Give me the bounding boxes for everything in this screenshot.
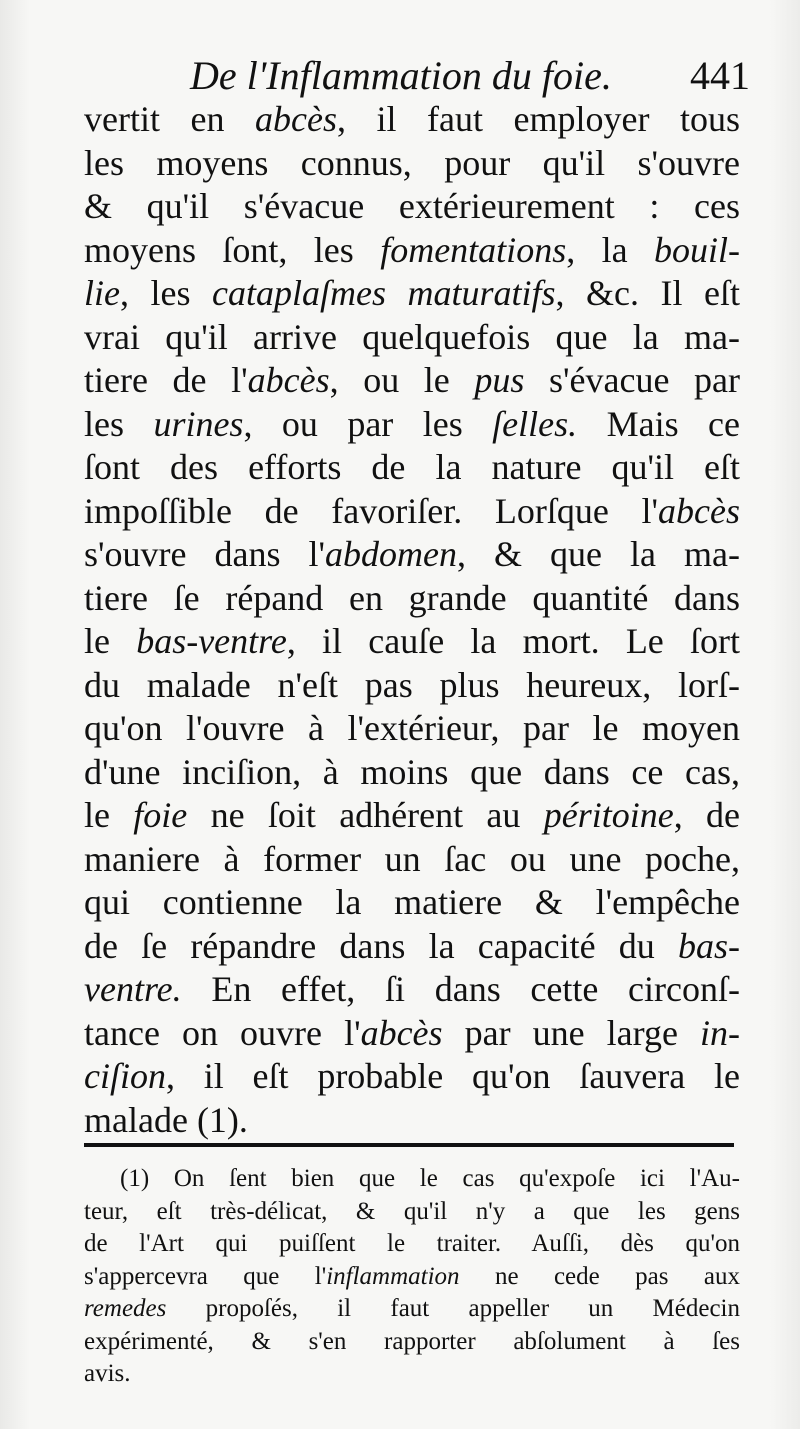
body-line	[84, 272, 740, 316]
footnote-text: (1) On ſent bien que le cas qu'expoſe ici l'Au-	[120, 1165, 740, 1192]
body-italic-text: bas-	[678, 925, 740, 966]
body-italic-text: lie	[84, 273, 120, 313]
footnote-text: expérimenté, & s'en rapporter abſolument à ſes	[84, 1327, 740, 1355]
body-line	[84, 403, 740, 447]
body-text: qu'on l'ouvre à l'extérieur, par le moyen	[84, 708, 740, 748]
body-line	[84, 925, 740, 969]
body-line	[84, 98, 740, 142]
body-text: maniere à former un ſac ou une poche,	[84, 838, 740, 879]
body-line	[84, 533, 740, 577]
body-text: , il eſt probable qu'on ſauvera le	[165, 1056, 740, 1096]
body-text: , la	[566, 229, 654, 270]
body-line	[84, 751, 740, 795]
body-text: , il faut employer tous	[336, 99, 740, 139]
body-line	[84, 838, 740, 882]
footnote-text: ne cede pas aux	[459, 1262, 740, 1290]
body-text: , & que la ma-	[456, 534, 740, 574]
body-italic-text: abcès	[360, 1012, 443, 1053]
body-text: ſont des efforts de la nature qu'il eſt	[84, 447, 740, 487]
body-italic-text: pus	[474, 360, 525, 400]
body-text: vrai qu'il arrive quelquefois que la ma-	[84, 316, 740, 357]
body-text: tiere de l'	[84, 360, 248, 400]
body-italic-text: abcès	[658, 490, 740, 531]
body-italic-text: bas-ventre	[136, 621, 287, 661]
body-text: En effet, ſi dans cette circonſ-	[181, 969, 740, 1009]
footnote-line	[84, 1196, 740, 1229]
body-text: d'une inciſion, à moins que dans ce cas,	[84, 751, 740, 792]
footnote-line	[84, 1293, 740, 1326]
body-italic-text: foie	[133, 795, 188, 835]
body-text: le	[84, 795, 134, 835]
body-text: moyens ſont, les	[84, 229, 381, 270]
footnote-text: teur, eſt très-délicat, & qu'il n'y a que les gens	[84, 1197, 740, 1225]
body-text: le	[84, 621, 137, 661]
body-italic-text: urines	[153, 403, 244, 444]
footnote-text: de l'Art qui puiſſent le traiter. Auſſi, dès qu'on	[84, 1230, 740, 1257]
body-text: par une large	[442, 1012, 700, 1053]
body-line	[84, 577, 740, 621]
body-italic-text: péritoine	[543, 795, 674, 835]
body-line	[84, 316, 740, 360]
body-line	[84, 1099, 740, 1143]
body-italic-text: abcès	[255, 99, 337, 139]
body-text: impoſſible de favoriſer. Lorſque l'	[84, 490, 659, 531]
body-text: , les	[119, 273, 212, 313]
body-text: vertit en	[84, 99, 255, 139]
body-text: & qu'il s'évacue extérieurement : ces	[84, 186, 740, 226]
body-line	[84, 664, 740, 708]
body-text: , &c. Il eſt	[555, 273, 741, 313]
footnote-line	[84, 1261, 740, 1294]
footnote-divider	[84, 1143, 734, 1147]
body-text: , ou le	[329, 360, 475, 400]
body-line	[84, 142, 740, 186]
body-text: tiere ſe répand en grande quantité dans	[84, 577, 740, 618]
body-italic-text: cataplaſmes maturatifs	[212, 273, 556, 313]
body-italic-text: ſelles.	[492, 403, 578, 444]
footnote-line	[84, 1326, 740, 1359]
body-italic-text: ciſion	[84, 1056, 166, 1096]
body-text: de ſe répandre dans la capacité du	[84, 925, 678, 966]
body-line	[84, 707, 740, 751]
body-line	[84, 1012, 740, 1056]
footnote-text: s'appercevra que l'	[84, 1262, 327, 1290]
running-header	[190, 46, 750, 106]
footnote-line	[84, 1163, 740, 1196]
body-italic-text: fomentations	[380, 229, 567, 270]
body-italic-text: abdomen	[324, 534, 457, 574]
body-line	[84, 185, 740, 229]
body-text: du malade n'eſt pas plus heureux, lorſ-	[84, 664, 740, 705]
main-text	[84, 98, 740, 1142]
running-title: De l'Inflammation du foie.	[190, 53, 612, 98]
body-line	[84, 881, 740, 925]
body-italic-text: abcès	[247, 360, 330, 400]
footnote-line	[84, 1358, 740, 1391]
footnote-text: avis.	[84, 1360, 131, 1387]
body-line	[84, 1055, 740, 1099]
footnote-line	[84, 1228, 740, 1261]
body-italic-text: bouil-	[654, 229, 740, 270]
body-line	[84, 446, 740, 490]
body-text: les	[84, 403, 154, 444]
body-line	[84, 794, 740, 838]
body-text: , ou par les	[243, 403, 493, 444]
body-line	[84, 359, 740, 403]
body-text: s'ouvre dans l'	[84, 534, 325, 574]
body-text: tance on ouvre l'	[84, 1012, 361, 1053]
body-text: Mais ce	[577, 403, 740, 444]
body-text: s'évacue par	[524, 360, 740, 400]
body-text: malade (1).	[84, 1099, 248, 1140]
body-text: , il cauſe la mort. Le ſort	[286, 621, 740, 661]
footnote-italic-text: inflammation	[326, 1262, 460, 1290]
footnote-text: propoſés, il faut appeller un Médecin	[166, 1295, 740, 1322]
body-line	[84, 620, 740, 664]
body-line	[84, 229, 740, 273]
footnote	[84, 1163, 740, 1391]
body-text: ne ſoit adhérent au	[187, 795, 544, 835]
body-line	[84, 490, 740, 534]
body-italic-text: in-	[700, 1012, 740, 1053]
body-text: qui contienne la matiere & l'empêche	[84, 882, 740, 922]
page-number: 441	[690, 53, 750, 98]
footnote-italic-text: remedes	[84, 1295, 167, 1322]
body-text: , de	[673, 795, 741, 835]
body-line	[84, 968, 740, 1012]
body-italic-text: ventre.	[84, 969, 182, 1009]
body-text: les moyens connus, pour qu'il s'ouvre	[84, 142, 740, 183]
